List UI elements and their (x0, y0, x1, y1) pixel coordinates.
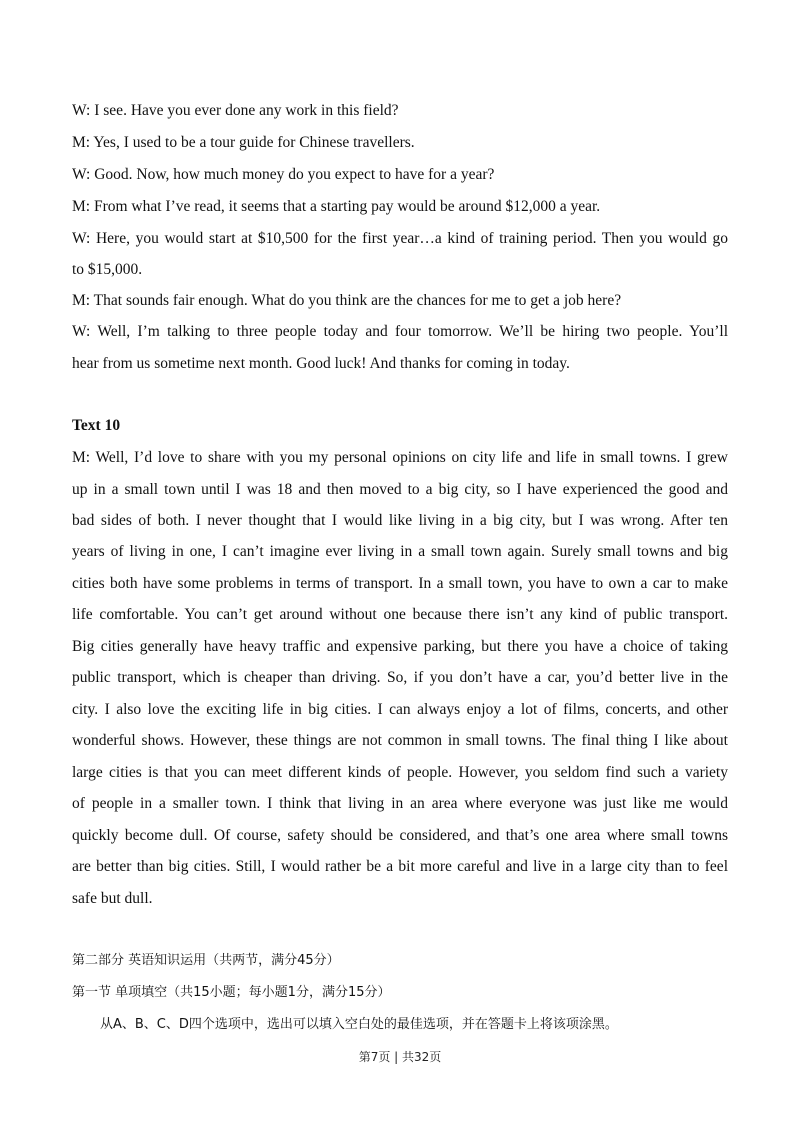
dialogue-line: M: Yes, I used to be a tour guide for Chinese travellers. (72, 134, 415, 151)
dialogue-line: hear from us sometime next month. Good luck! And thanks for coming in today. (72, 355, 570, 372)
dialogue-line: W: I see. Have you ever done any work in this field? (72, 102, 399, 119)
dialogue-line: M: From what I’ve read, it seems that a starting pay would be around $12,000 a year. (72, 198, 601, 215)
section-heading: Text 10 (72, 417, 121, 434)
paragraph-line: years of living in one, I can’t imagine ever living in a small town again. Surely small towns and big (72, 543, 728, 560)
paragraph-line: cities both have some problems in terms of transport. In a small town, you have to own a car to make (72, 575, 728, 592)
paragraph-line: public transport, which is cheaper than driving. So, if you don’t have a car, you’d better live in the (72, 669, 728, 686)
paragraph-line: life comfortable. You can’t get around without one because there isn’t any kind of public transport. (72, 606, 728, 623)
paragraph-line: up in a small town until I was 18 and then moved to a big city, so I have experienced the good and (72, 481, 728, 498)
paragraph-line: city. I also love the exciting life in big cities. I can always enjoy a lot of films, concerts, and other (72, 701, 728, 718)
dialogue-line: M: That sounds fair enough. What do you think are the chances for me to get a job here? (72, 292, 622, 309)
paragraph-line: wonderful shows. However, these things are not common in small towns. The final thing I like about (72, 732, 728, 749)
paragraph-line: safe but dull. (72, 890, 153, 907)
section-title: 第一节 单项填空（共15小题；每小题1分，满分15分） (72, 985, 391, 1000)
paragraph-line: quickly become dull. Of course, safety should be considered, and that’s one area where small towns (72, 827, 728, 844)
dialogue-line: W: Good. Now, how much money do you expect to have for a year? (72, 166, 495, 183)
part-title: 第二部分 英语知识运用（共两节，满分45分） (72, 953, 340, 968)
paragraph-line: large cities is that you can meet different kinds of people. However, you seldom find such a variety (72, 764, 728, 781)
instruction-text: 从A、B、C、D四个选项中，选出可以填入空白处的最佳选项，并在答题卡上将该项涂黑。 (100, 1017, 618, 1032)
dialogue-line: W: Well, I’m talking to three people today and four tomorrow. We’ll be hiring two people. You’ll (72, 323, 728, 340)
paragraph-line: M: Well, I’d love to share with you my personal opinions on city life and life in small towns. I grew (72, 449, 728, 466)
paragraph-line: of people in a smaller town. I think that living in an area where everyone was just like me would (72, 795, 728, 812)
dialogue-line: W: Here, you would start at $10,500 for the first year…a kind of training period. Then you would go (72, 230, 728, 247)
paragraph-line: are better than big cities. Still, I would rather be a bit more careful and live in a large city than to feel (72, 858, 728, 875)
page-footer: 第7页 | 共32页 (358, 1050, 442, 1064)
dialogue-line: to $15,000. (72, 261, 143, 278)
paragraph-line: bad sides of both. I never thought that I would like living in a big city, but I was wrong. After ten (72, 512, 728, 529)
paragraph-line: Big cities generally have heavy traffic and expensive parking, but there you have a choice of taking (72, 638, 728, 655)
